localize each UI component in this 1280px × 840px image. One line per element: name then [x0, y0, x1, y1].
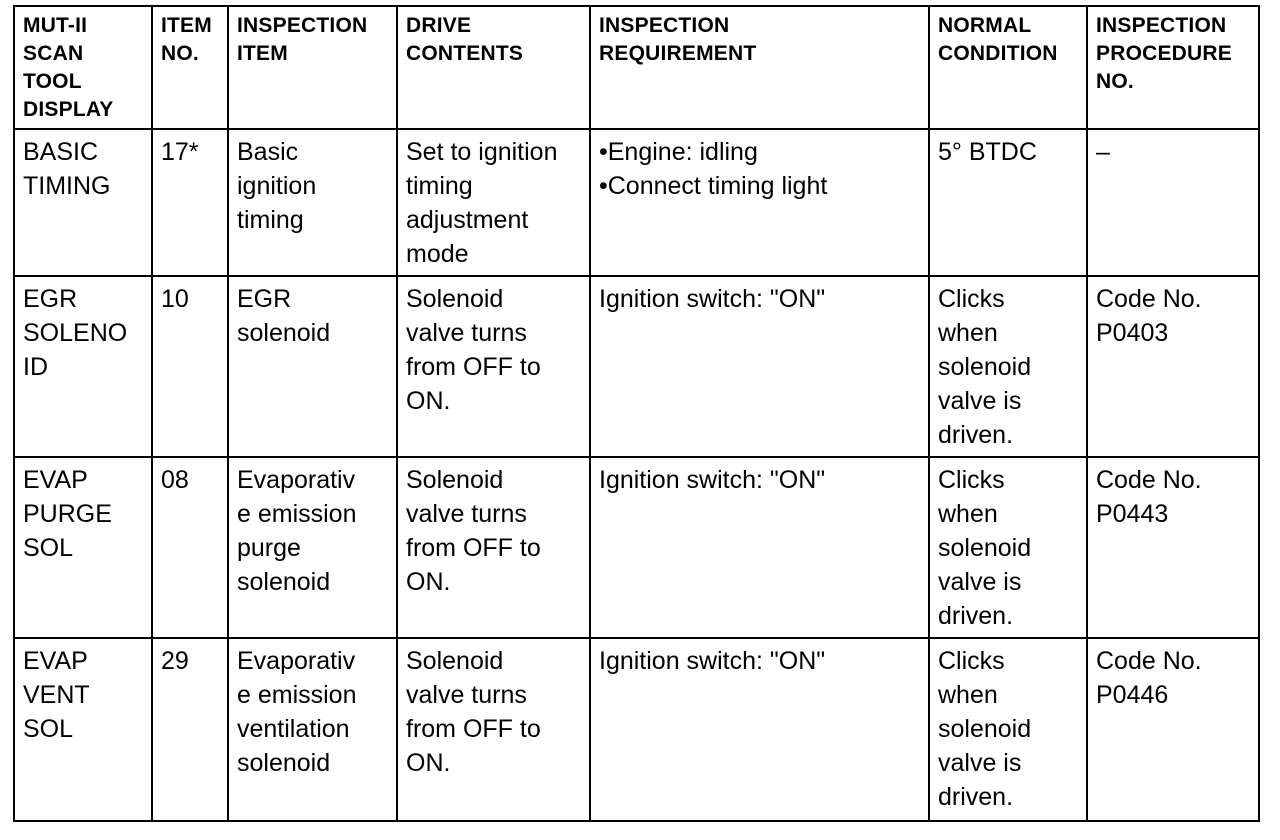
cell-line: 5° BTDC: [938, 138, 1037, 166]
cell-line: driven.: [938, 602, 1014, 630]
header-line: INSPECTION: [1096, 14, 1227, 37]
cell-line: Basic: [237, 138, 299, 166]
table-header-row: [14, 6, 1259, 129]
header-line: INSPECTION: [237, 14, 368, 37]
cell-item-no: [152, 457, 228, 638]
cell-line: Solenoid: [406, 285, 504, 313]
table-row: [14, 129, 1259, 276]
cell-line: TIMING: [23, 172, 111, 200]
cell-line: EGR: [237, 285, 292, 313]
cell-line: SOLENO: [23, 319, 128, 347]
cell-line: ventilation: [237, 715, 350, 743]
cell-line: adjustment: [406, 206, 529, 234]
cell-line: solenoid: [938, 353, 1032, 381]
cell-requirement: [590, 129, 929, 276]
cell-line: 17*: [161, 138, 199, 166]
inspection-table: [13, 5, 1260, 822]
cell-line: Set to ignition: [406, 138, 558, 166]
header-line: CONDITION: [938, 42, 1058, 65]
cell-line: valve is: [938, 749, 1022, 777]
cell-line: –: [1096, 138, 1110, 166]
header-line: PROCEDURE: [1096, 42, 1232, 65]
table-row: [14, 457, 1259, 638]
cell-normal-condition: [929, 276, 1087, 457]
cell-line: P0403: [1096, 319, 1169, 347]
cell-line: purge: [237, 534, 301, 562]
cell-item-no: [152, 129, 228, 276]
header-line: REQUIREMENT: [599, 42, 757, 65]
cell-line: Ignition switch: "ON": [599, 647, 826, 675]
cell-line: from OFF to: [406, 534, 541, 562]
header-line: ITEM: [237, 42, 288, 65]
cell-line: solenoid: [938, 715, 1032, 743]
cell-line: P0446: [1096, 681, 1169, 709]
cell-line: Ignition switch: "ON": [599, 285, 826, 313]
cell-procedure-no: [1087, 457, 1259, 638]
cell-line: Solenoid: [406, 466, 504, 494]
table-row: [14, 638, 1259, 821]
cell-line: •Connect timing light: [599, 172, 828, 200]
cell-inspection-item: [228, 457, 397, 638]
header-line: DRIVE: [406, 14, 472, 37]
cell-line: valve turns: [406, 500, 527, 528]
header-line: SCAN: [23, 42, 84, 65]
cell-line: EVAP: [23, 466, 88, 494]
cell-line: SOL: [23, 715, 74, 743]
cell-line: mode: [406, 240, 469, 268]
cell-line: timing: [406, 172, 473, 200]
header-line: CONTENTS: [406, 42, 524, 65]
cell-line: solenoid: [237, 319, 331, 347]
cell-line: PURGE: [23, 500, 112, 528]
header-normal-condition: [929, 6, 1087, 129]
cell-drive-contents: [397, 276, 590, 457]
cell-item-no: [152, 638, 228, 821]
cell-line: valve is: [938, 568, 1022, 596]
cell-line: 08: [161, 466, 189, 494]
cell-drive-contents: [397, 129, 590, 276]
cell-line: Evaporativ: [237, 647, 356, 675]
header-item-no: [152, 6, 228, 129]
cell-inspection-item: [228, 638, 397, 821]
table-row: [14, 276, 1259, 457]
cell-line: solenoid: [237, 568, 331, 596]
cell-line: 29: [161, 647, 189, 675]
cell-line: Code No.: [1096, 647, 1202, 675]
cell-line: ID: [23, 353, 48, 381]
cell-line: when: [938, 681, 998, 709]
header-line: INSPECTION: [599, 14, 730, 37]
cell-line: Code No.: [1096, 285, 1202, 313]
cell-line: P0443: [1096, 500, 1169, 528]
cell-line: when: [938, 500, 998, 528]
cell-line: Ignition switch: "ON": [599, 466, 826, 494]
cell-line: ignition: [237, 172, 317, 200]
header-line: NO.: [161, 42, 199, 65]
cell-line: EVAP: [23, 647, 88, 675]
cell-line: solenoid: [237, 749, 331, 777]
cell-line: Evaporativ: [237, 466, 356, 494]
header-line: DISPLAY: [23, 98, 114, 121]
cell-line: BASIC: [23, 138, 99, 166]
cell-line: 10: [161, 285, 189, 313]
cell-drive-contents: [397, 457, 590, 638]
header-drive-contents: [397, 6, 590, 129]
header-inspection-item: [228, 6, 397, 129]
cell-inspection-item: [228, 276, 397, 457]
cell-item-no: [152, 276, 228, 457]
cell-normal-condition: [929, 457, 1087, 638]
cell-line: •Engine: idling: [599, 138, 758, 166]
cell-line: VENT: [23, 681, 90, 709]
cell-drive-contents: [397, 638, 590, 821]
header-line: NORMAL: [938, 14, 1032, 37]
cell-line: valve turns: [406, 319, 527, 347]
cell-line: from OFF to: [406, 715, 541, 743]
cell-line: valve is: [938, 387, 1022, 415]
cell-line: Clicks: [938, 285, 1005, 313]
cell-line: EGR: [23, 285, 78, 313]
cell-line: ON.: [406, 387, 451, 415]
cell-line: e emission: [237, 681, 357, 709]
cell-display: [14, 457, 152, 638]
cell-display: [14, 129, 152, 276]
cell-line: timing: [237, 206, 304, 234]
cell-procedure-no: [1087, 129, 1259, 276]
header-inspection-procedure-no: [1087, 6, 1259, 129]
cell-display: [14, 276, 152, 457]
cell-normal-condition: [929, 638, 1087, 821]
cell-line: Solenoid: [406, 647, 504, 675]
header-line: ITEM: [161, 14, 212, 37]
cell-display: [14, 638, 152, 821]
cell-line: ON.: [406, 568, 451, 596]
cell-procedure-no: [1087, 276, 1259, 457]
cell-line: e emission: [237, 500, 357, 528]
cell-line: driven.: [938, 783, 1014, 811]
header-inspection-requirement: [590, 6, 929, 129]
cell-requirement: [590, 638, 929, 821]
cell-line: driven.: [938, 421, 1014, 449]
cell-line: from OFF to: [406, 353, 541, 381]
header-line: MUT-II: [23, 14, 88, 37]
cell-line: Code No.: [1096, 466, 1202, 494]
cell-line: SOL: [23, 534, 74, 562]
cell-procedure-no: [1087, 638, 1259, 821]
header-scan-tool-display: [14, 6, 152, 129]
cell-line: when: [938, 319, 998, 347]
cell-normal-condition: [929, 129, 1087, 276]
cell-line: Clicks: [938, 466, 1005, 494]
cell-requirement: [590, 276, 929, 457]
cell-inspection-item: [228, 129, 397, 276]
header-line: TOOL: [23, 70, 82, 93]
cell-line: valve turns: [406, 681, 527, 709]
header-line: NO.: [1096, 70, 1134, 93]
cell-line: ON.: [406, 749, 451, 777]
cell-line: solenoid: [938, 534, 1032, 562]
cell-line: Clicks: [938, 647, 1005, 675]
cell-requirement: [590, 457, 929, 638]
